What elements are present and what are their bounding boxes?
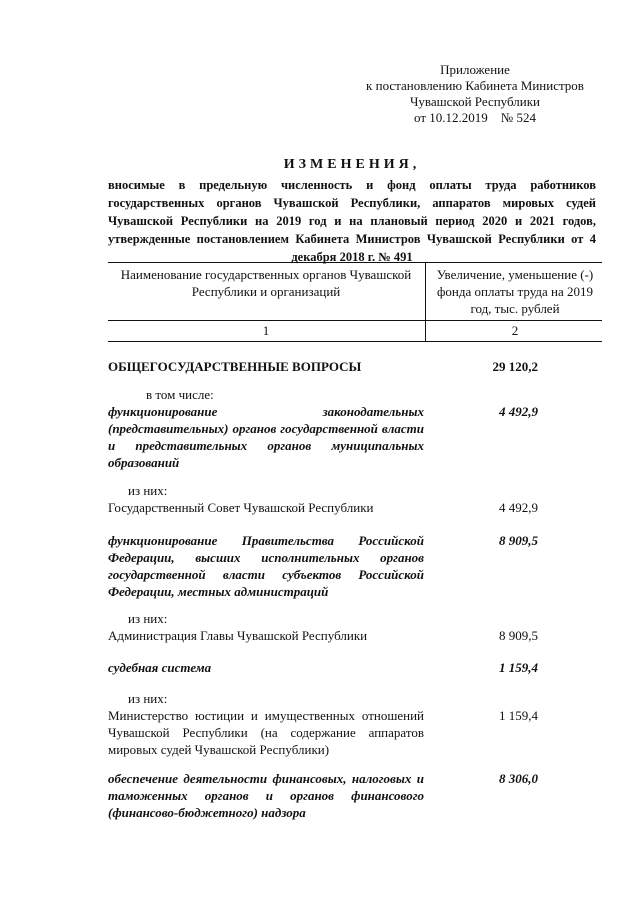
row-administration-label: Администрация Главы Чувашской Республики bbox=[108, 628, 368, 643]
appendix-line-3: Чувашской Республики bbox=[409, 94, 541, 109]
document-title: ИЗМЕНЕНИЯ, bbox=[283, 157, 421, 172]
col1-header: Наименование государственных органов Чувашской Республики и организаций bbox=[120, 267, 412, 299]
row-financial-label: обеспечение деятельности финансовых, налоговых и таможенных органов и органов финансового (финансово-бюджетного) надзора bbox=[108, 771, 424, 820]
row-judicial-label: судебная система bbox=[108, 660, 212, 675]
row-government-label: функционирование Правительства Российской Федерации, высших исполнительных органов государственной власти субъектов Российской Федерации, местных администраций bbox=[108, 533, 424, 599]
row-legislative-label: функционирование законодательных (представительных) органов государственной власти и представительных органов муниципальных образований bbox=[108, 404, 424, 470]
row-general-label: ОБЩЕГОСУДАРСТВЕННЫЕ ВОПРОСЫ bbox=[108, 359, 362, 374]
row-legislative-value: 4 492,9 bbox=[499, 404, 538, 419]
of-which-label-1: из них: bbox=[128, 483, 168, 498]
table-header-bottom-border bbox=[108, 341, 602, 342]
row-state-council-label: Государственный Совет Чувашской Республики bbox=[108, 500, 374, 515]
appendix-header bbox=[340, 62, 610, 126]
row-government-value: 8 909,5 bbox=[499, 533, 538, 548]
table-column-divider bbox=[425, 262, 426, 342]
row-financial-value: 8 306,0 bbox=[499, 771, 538, 786]
row-judicial-value: 1 159,4 bbox=[499, 660, 538, 675]
row-general-value: 29 120,2 bbox=[492, 359, 538, 374]
col2-number: 2 bbox=[511, 323, 519, 338]
row-administration-value: 8 909,5 bbox=[499, 628, 538, 643]
col1-number: 1 bbox=[262, 323, 270, 338]
appendix-line-2: к постановлению Кабинета Министров bbox=[366, 78, 584, 93]
of-which-label-2: из них: bbox=[128, 611, 168, 626]
row-state-council-value: 4 492,9 bbox=[499, 500, 538, 515]
row-ministry-justice-value: 1 159,4 bbox=[499, 708, 538, 723]
table-top-border bbox=[108, 262, 602, 263]
table-header-divider bbox=[108, 320, 602, 321]
row-ministry-justice-label: Министерство юстиции и имущественных отношений Чувашской Республики (на содержание аппаратов мировых судей Чувашской Республики) bbox=[108, 708, 424, 757]
of-which-label-3: из них: bbox=[128, 691, 168, 706]
including-label: в том числе: bbox=[146, 387, 214, 402]
document-title-block bbox=[108, 156, 596, 266]
appendix-line-4: от 10.12.2019 № 524 bbox=[414, 110, 536, 125]
col2-header: Увеличение, уменьшение (-) фонда оплаты труда на 2019 год, тыс. рублей bbox=[436, 267, 594, 316]
document-subtitle: вносимые в предельную численность и фонд оплаты труда работников государственных органов Чувашской Республики, аппаратов мировых судей Чувашской Республики на 2019 год и на плановый период 2020 и 2021 годов, утвержденные постановлением Кабинета Министров Чувашской Республики от 4 декабря 2018 г. № 491 bbox=[108, 178, 596, 264]
appendix-line-1: Приложение bbox=[440, 62, 510, 77]
